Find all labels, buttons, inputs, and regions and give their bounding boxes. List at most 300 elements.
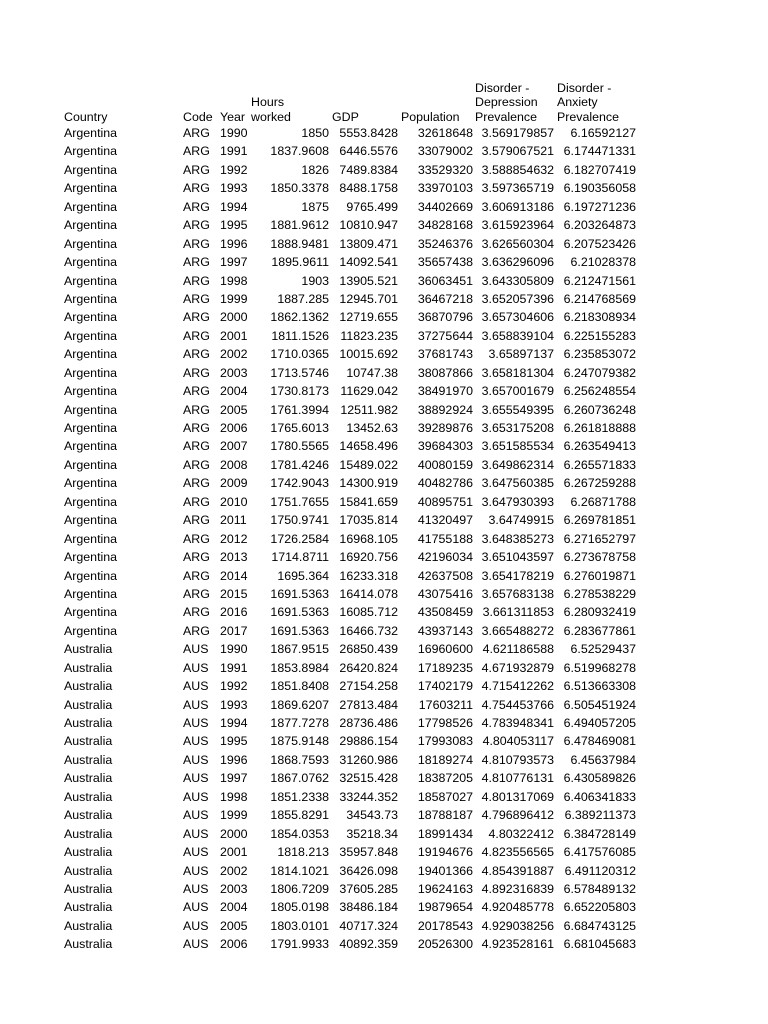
cell-anxiety-prevalence: 6.218308934: [563, 310, 636, 325]
cell-country: Argentina: [64, 568, 118, 583]
cell-year: 1996: [220, 752, 248, 767]
cell-anxiety-prevalence: 6.214768569: [563, 291, 636, 306]
cell-year: 2017: [220, 623, 248, 638]
cell-gdp: 16233.318: [339, 568, 398, 583]
cell-country: Argentina: [64, 457, 118, 472]
header-population: Population: [401, 109, 460, 124]
cell-code: AUS: [183, 881, 209, 896]
cell-population: 38892924: [417, 402, 473, 417]
cell-population: 16960600: [417, 642, 473, 657]
cell-hours-worked: 1875: [301, 199, 329, 214]
cell-anxiety-prevalence: 6.505451924: [563, 697, 636, 712]
cell-gdp: 36426.098: [339, 863, 398, 878]
cell-anxiety-prevalence: 6.276019871: [563, 568, 636, 583]
cell-anxiety-prevalence: 6.430589826: [563, 771, 636, 786]
cell-anxiety-prevalence: 6.578489132: [563, 881, 636, 896]
cell-anxiety-prevalence: 6.280932419: [563, 605, 636, 620]
cell-hours-worked: 1713.5746: [270, 365, 329, 380]
cell-anxiety-prevalence: 6.283677861: [563, 623, 636, 638]
cell-hours-worked: 1691.5363: [270, 605, 329, 620]
cell-hours-worked: 1814.1021: [270, 863, 329, 878]
cell-year: 2000: [220, 310, 248, 325]
cell-anxiety-prevalence: 6.263549413: [563, 439, 636, 454]
cell-code: ARG: [183, 310, 210, 325]
cell-depression-prevalence: 4.929038256: [481, 918, 554, 933]
cell-country: Argentina: [64, 586, 118, 601]
cell-gdp: 27154.258: [339, 679, 398, 694]
cell-anxiety-prevalence: 6.519968278: [563, 660, 636, 675]
cell-hours-worked: 1853.8984: [270, 660, 329, 675]
cell-country: Australia: [64, 937, 113, 952]
cell-population: 42196034: [417, 550, 473, 565]
cell-country: Australia: [64, 826, 113, 841]
cell-anxiety-prevalence: 6.267259288: [563, 476, 636, 491]
cell-country: Argentina: [64, 365, 118, 380]
cell-country: Australia: [64, 881, 113, 896]
cell-hours-worked: 1751.7655: [270, 494, 329, 509]
cell-country: Australia: [64, 734, 113, 749]
cell-population: 17189235: [417, 660, 473, 675]
cell-gdp: 16968.105: [339, 531, 398, 546]
cell-gdp: 35957.848: [339, 845, 398, 860]
cell-year: 1998: [220, 789, 248, 804]
cell-anxiety-prevalence: 6.203264873: [563, 218, 636, 233]
cell-depression-prevalence: 4.810793573: [481, 752, 554, 767]
cell-gdp: 26420.824: [339, 660, 398, 675]
cell-year: 2011: [220, 513, 247, 528]
cell-depression-prevalence: 4.923528161: [481, 937, 554, 952]
cell-code: ARG: [183, 421, 210, 435]
cell-anxiety-prevalence: 6.261818888: [563, 421, 636, 435]
cell-depression-prevalence: 4.801317069: [481, 789, 554, 804]
cell-code: ARG: [183, 365, 210, 380]
cell-anxiety-prevalence: 6.406341833: [563, 789, 636, 804]
cell-gdp: 29886.154: [339, 734, 398, 749]
cell-country: Argentina: [64, 328, 118, 343]
cell-year: 1991: [220, 660, 248, 675]
cell-anxiety-prevalence: 6.478469081: [563, 734, 636, 749]
cell-year: 2007: [220, 439, 248, 454]
cell-gdp: 10747.38: [346, 365, 398, 380]
cell-gdp: 26850.439: [339, 642, 398, 657]
cell-population: 43075416: [417, 586, 473, 601]
cell-code: AUS: [183, 863, 209, 878]
cell-anxiety-prevalence: 6.389211373: [564, 808, 636, 823]
cell-country: Australia: [64, 918, 113, 933]
cell-year: 1995: [220, 218, 248, 233]
cell-year: 1992: [220, 679, 248, 694]
cell-depression-prevalence: 3.661311853: [482, 605, 554, 620]
cell-population: 41320497: [417, 513, 473, 528]
cell-depression-prevalence: 3.648385273: [481, 531, 554, 546]
cell-country: Argentina: [64, 531, 118, 546]
cell-population: 20178543: [417, 918, 473, 933]
cell-anxiety-prevalence: 6.278538229: [563, 586, 636, 601]
cell-population: 40080159: [417, 457, 473, 472]
cell-depression-prevalence: 3.588854632: [481, 162, 554, 177]
cell-depression-prevalence: 3.649862314: [481, 457, 554, 472]
cell-year: 2015: [220, 586, 248, 601]
header-hours-worked: Hours worked: [251, 95, 291, 124]
cell-code: ARG: [183, 218, 210, 233]
cell-year: 2014: [220, 568, 248, 583]
cell-hours-worked: 1875.9148: [270, 734, 329, 749]
cell-code: AUS: [183, 900, 209, 915]
cell-code: AUS: [183, 716, 209, 730]
cell-year: 2005: [220, 402, 248, 417]
cell-hours-worked: 1691.5363: [270, 586, 329, 601]
cell-hours-worked: 1805.0198: [270, 900, 329, 915]
cell-population: 17402179: [417, 679, 473, 694]
cell-population: 17798526: [417, 716, 473, 730]
cell-code: AUS: [183, 771, 209, 786]
cell-population: 18387205: [417, 771, 473, 786]
cell-anxiety-prevalence: 6.212471561: [563, 273, 636, 288]
cell-code: AUS: [183, 918, 209, 933]
cell-code: ARG: [183, 457, 210, 472]
cell-country: Australia: [64, 660, 113, 675]
cell-anxiety-prevalence: 6.207523426: [563, 236, 636, 251]
cell-population: 36467218: [417, 291, 473, 306]
cell-code: ARG: [183, 550, 210, 565]
cell-country: Australia: [64, 771, 113, 786]
cell-gdp: 9765.499: [346, 199, 398, 214]
cell-year: 2004: [220, 900, 248, 915]
cell-depression-prevalence: 3.615923964: [481, 218, 554, 233]
cell-hours-worked: 1691.5363: [270, 623, 329, 638]
cell-gdp: 10810.947: [339, 218, 398, 233]
cell-anxiety-prevalence: 6.235853072: [563, 347, 636, 362]
cell-year: 2003: [220, 881, 248, 896]
cell-depression-prevalence: 3.657683138: [481, 586, 554, 601]
cell-country: Argentina: [64, 273, 118, 288]
cell-anxiety-prevalence: 6.684743125: [563, 918, 636, 933]
cell-code: ARG: [183, 181, 210, 196]
cell-depression-prevalence: 3.658839104: [481, 328, 554, 343]
cell-gdp: 16466.732: [339, 623, 398, 638]
cell-hours-worked: 1837.9608: [270, 144, 329, 159]
cell-depression-prevalence: 4.671932879: [481, 660, 554, 675]
cell-depression-prevalence: 3.655549395: [481, 402, 554, 417]
cell-year: 1995: [220, 734, 248, 749]
header-gdp: GDP: [332, 109, 359, 124]
cell-code: AUS: [183, 937, 209, 952]
cell-code: AUS: [183, 697, 209, 712]
cell-year: 1990: [220, 642, 248, 657]
cell-year: 2010: [220, 494, 248, 509]
cell-year: 2002: [220, 347, 248, 362]
cell-code: ARG: [183, 291, 210, 306]
cell-year: 2006: [220, 937, 248, 952]
cell-depression-prevalence: 3.643305809: [481, 273, 554, 288]
cell-population: 19879654: [417, 900, 473, 915]
cell-country: Argentina: [64, 347, 118, 362]
cell-code: ARG: [183, 126, 210, 140]
cell-code: ARG: [183, 255, 210, 270]
cell-anxiety-prevalence: 6.21028378: [570, 255, 636, 270]
cell-year: 2001: [220, 328, 248, 343]
cell-hours-worked: 1806.7209: [270, 881, 329, 896]
cell-hours-worked: 1791.9933: [270, 937, 329, 952]
cell-code: ARG: [183, 605, 210, 620]
cell-gdp: 40717.324: [339, 918, 398, 933]
cell-gdp: 11823.235: [340, 328, 398, 343]
cell-depression-prevalence: 4.80322412: [488, 826, 554, 841]
cell-hours-worked: 1818.213: [277, 845, 329, 860]
cell-population: 18189274: [417, 752, 473, 767]
cell-code: ARG: [183, 162, 210, 177]
cell-code: AUS: [183, 734, 209, 749]
cell-population: 33529320: [417, 162, 473, 177]
cell-code: AUS: [183, 642, 209, 657]
cell-code: AUS: [183, 789, 209, 804]
cell-population: 43508459: [417, 605, 473, 620]
cell-country: Australia: [64, 808, 113, 823]
cell-anxiety-prevalence: 6.16592127: [570, 126, 636, 140]
cell-country: Argentina: [64, 291, 118, 306]
cell-code: ARG: [183, 328, 210, 343]
cell-gdp: 12719.655: [339, 310, 398, 325]
cell-gdp: 13905.521: [339, 273, 398, 288]
cell-hours-worked: 1869.6207: [270, 697, 329, 712]
cell-year: 1992: [220, 162, 248, 177]
cell-year: 1990: [220, 126, 248, 140]
cell-gdp: 15489.022: [339, 457, 398, 472]
cell-anxiety-prevalence: 6.494057205: [563, 716, 636, 730]
cell-year: 2005: [220, 918, 248, 933]
header-code: Code: [183, 109, 213, 124]
cell-year: 2003: [220, 365, 248, 380]
cell-population: 19624163: [417, 881, 473, 896]
cell-country: Australia: [64, 863, 113, 878]
cell-country: Argentina: [64, 255, 118, 270]
cell-gdp: 35218.34: [346, 826, 398, 841]
cell-hours-worked: 1887.285: [277, 291, 329, 306]
cell-anxiety-prevalence: 6.182707419: [563, 162, 636, 177]
cell-population: 40895751: [417, 494, 473, 509]
cell-hours-worked: 1726.2584: [270, 531, 329, 546]
cell-hours-worked: 1710.0365: [270, 347, 329, 362]
cell-code: AUS: [183, 752, 209, 767]
cell-anxiety-prevalence: 6.52529437: [570, 642, 636, 657]
cell-population: 36063451: [417, 273, 473, 288]
cell-country: Argentina: [64, 162, 118, 177]
cell-depression-prevalence: 3.65897137: [488, 347, 554, 362]
cell-gdp: 28736.486: [339, 716, 398, 730]
cell-code: AUS: [183, 808, 209, 823]
cell-country: Argentina: [64, 218, 118, 233]
cell-population: 34402669: [417, 199, 473, 214]
cell-code: AUS: [183, 679, 209, 694]
cell-depression-prevalence: 3.654178219: [481, 568, 554, 583]
cell-population: 18788187: [417, 808, 473, 823]
cell-country: Australia: [64, 900, 113, 915]
cell-hours-worked: 1850.3378: [270, 181, 329, 196]
cell-year: 2013: [220, 550, 248, 565]
cell-gdp: 31260.986: [339, 752, 398, 767]
cell-depression-prevalence: 3.626560304: [481, 236, 554, 251]
cell-year: 1997: [220, 255, 248, 270]
cell-gdp: 33244.352: [339, 789, 398, 804]
cell-anxiety-prevalence: 6.190356058: [563, 181, 636, 196]
cell-depression-prevalence: 4.823556565: [481, 845, 554, 860]
cell-population: 35657438: [417, 255, 473, 270]
cell-gdp: 14300.919: [339, 476, 398, 491]
cell-year: 1994: [220, 716, 248, 730]
cell-gdp: 34543.73: [346, 808, 398, 823]
cell-anxiety-prevalence: 6.197271236: [563, 199, 636, 214]
cell-year: 1999: [220, 291, 248, 306]
cell-hours-worked: 1781.4246: [270, 457, 329, 472]
cell-hours-worked: 1811.1526: [271, 328, 329, 343]
cell-code: ARG: [183, 439, 210, 454]
cell-country: Argentina: [64, 623, 118, 638]
cell-year: 1996: [220, 236, 248, 251]
cell-gdp: 10015.692: [339, 347, 398, 362]
cell-anxiety-prevalence: 6.417576085: [563, 845, 636, 860]
cell-code: ARG: [183, 384, 210, 399]
cell-hours-worked: 1877.7278: [270, 716, 329, 730]
cell-code: ARG: [183, 402, 210, 417]
cell-anxiety-prevalence: 6.681045683: [563, 937, 636, 952]
cell-depression-prevalence: 3.651585534: [481, 439, 554, 454]
cell-hours-worked: 1765.6013: [270, 421, 329, 435]
cell-gdp: 5553.8428: [339, 126, 398, 140]
cell-depression-prevalence: 3.647930393: [481, 494, 554, 509]
header-anxiety-prevalence: Disorder - Anxiety Prevalence: [557, 80, 619, 124]
cell-depression-prevalence: 4.715412262: [481, 679, 554, 694]
cell-year: 2009: [220, 476, 248, 491]
cell-hours-worked: 1803.0101: [270, 918, 329, 933]
cell-gdp: 17035.814: [339, 513, 398, 528]
cell-gdp: 14658.496: [339, 439, 398, 454]
cell-population: 40482786: [417, 476, 473, 491]
cell-hours-worked: 1850: [301, 126, 329, 140]
cell-anxiety-prevalence: 6.269781851: [563, 513, 636, 528]
cell-hours-worked: 1730.8173: [270, 384, 329, 399]
cell-year: 2012: [220, 531, 248, 546]
cell-country: Argentina: [64, 476, 118, 491]
cell-country: Argentina: [64, 439, 118, 454]
cell-hours-worked: 1854.0353: [270, 826, 329, 841]
cell-code: AUS: [183, 845, 209, 860]
cell-hours-worked: 1826: [301, 162, 329, 177]
cell-anxiety-prevalence: 6.45637984: [570, 752, 636, 767]
cell-population: 34828168: [417, 218, 473, 233]
cell-year: 2006: [220, 421, 248, 435]
cell-anxiety-prevalence: 6.265571833: [563, 457, 636, 472]
cell-gdp: 16920.756: [339, 550, 398, 565]
cell-depression-prevalence: 3.597365719: [481, 181, 554, 196]
cell-hours-worked: 1895.9611: [271, 255, 329, 270]
cell-hours-worked: 1742.9043: [270, 476, 329, 491]
cell-code: AUS: [183, 826, 209, 841]
cell-code: ARG: [183, 623, 210, 638]
cell-depression-prevalence: 3.651043597: [481, 550, 554, 565]
cell-population: 20526300: [417, 937, 473, 952]
cell-hours-worked: 1714.8711: [271, 550, 329, 565]
cell-population: 39289876: [417, 421, 473, 435]
cell-anxiety-prevalence: 6.247079382: [563, 365, 636, 380]
cell-hours-worked: 1761.3994: [270, 402, 329, 417]
cell-country: Argentina: [64, 402, 118, 417]
cell-gdp: 14092.541: [339, 255, 398, 270]
cell-population: 33970103: [417, 181, 473, 196]
cell-gdp: 37605.285: [339, 881, 398, 896]
cell-country: Argentina: [64, 126, 118, 140]
cell-hours-worked: 1851.2338: [270, 789, 329, 804]
cell-code: ARG: [183, 513, 210, 528]
cell-depression-prevalence: 4.810776131: [481, 771, 554, 786]
cell-gdp: 16414.078: [339, 586, 398, 601]
cell-year: 1991: [220, 144, 248, 159]
cell-population: 18587027: [417, 789, 473, 804]
cell-anxiety-prevalence: 6.260736248: [563, 402, 636, 417]
cell-code: ARG: [183, 236, 210, 251]
cell-code: ARG: [183, 199, 210, 214]
cell-hours-worked: 1903: [301, 273, 329, 288]
cell-country: Argentina: [64, 199, 118, 214]
cell-year: 1998: [220, 273, 248, 288]
cell-country: Argentina: [64, 550, 118, 565]
cell-country: Argentina: [64, 181, 118, 196]
cell-hours-worked: 1867.0762: [270, 771, 329, 786]
cell-population: 35246376: [417, 236, 473, 251]
cell-country: Argentina: [64, 421, 118, 435]
cell-country: Argentina: [64, 384, 118, 399]
cell-population: 38087866: [417, 365, 473, 380]
cell-country: Australia: [64, 752, 113, 767]
cell-depression-prevalence: 3.657001679: [481, 384, 554, 399]
cell-country: Argentina: [64, 605, 118, 620]
header-country: Country: [64, 109, 108, 124]
cell-population: 37681743: [417, 347, 473, 362]
cell-depression-prevalence: 3.658181304: [481, 365, 554, 380]
cell-depression-prevalence: 3.636296096: [481, 255, 554, 270]
cell-depression-prevalence: 3.653175208: [481, 421, 554, 435]
cell-year: 1997: [220, 771, 248, 786]
cell-population: 38491970: [417, 384, 473, 399]
cell-depression-prevalence: 3.652057396: [481, 291, 554, 306]
cell-year: 1994: [220, 199, 248, 214]
cell-population: 33079002: [417, 144, 473, 159]
cell-gdp: 8488.1758: [339, 181, 398, 196]
header-depression-prevalence: Disorder - Depression Prevalence: [475, 80, 538, 124]
cell-gdp: 12511.982: [340, 402, 398, 417]
cell-hours-worked: 1780.5565: [270, 439, 329, 454]
cell-code: ARG: [183, 568, 210, 583]
cell-year: 2004: [220, 384, 248, 399]
cell-country: Argentina: [64, 310, 118, 325]
cell-population: 18991434: [417, 826, 473, 841]
cell-anxiety-prevalence: 6.273678758: [563, 550, 636, 565]
cell-anxiety-prevalence: 6.491120312: [564, 863, 636, 878]
cell-anxiety-prevalence: 6.26871788: [570, 494, 636, 509]
cell-depression-prevalence: 3.657304606: [481, 310, 554, 325]
cell-population: 41755188: [417, 531, 473, 546]
cell-population: 37275644: [417, 328, 473, 343]
cell-gdp: 13452.63: [346, 421, 398, 435]
cell-year: 1999: [220, 808, 248, 823]
cell-country: Australia: [64, 845, 113, 860]
cell-gdp: 15841.659: [339, 494, 398, 509]
cell-depression-prevalence: 3.647560385: [481, 476, 554, 491]
cell-code: ARG: [183, 347, 210, 362]
cell-population: 17993083: [417, 734, 473, 749]
cell-country: Argentina: [64, 494, 118, 509]
cell-hours-worked: 1881.9612: [270, 218, 329, 233]
cell-country: Argentina: [64, 236, 118, 251]
